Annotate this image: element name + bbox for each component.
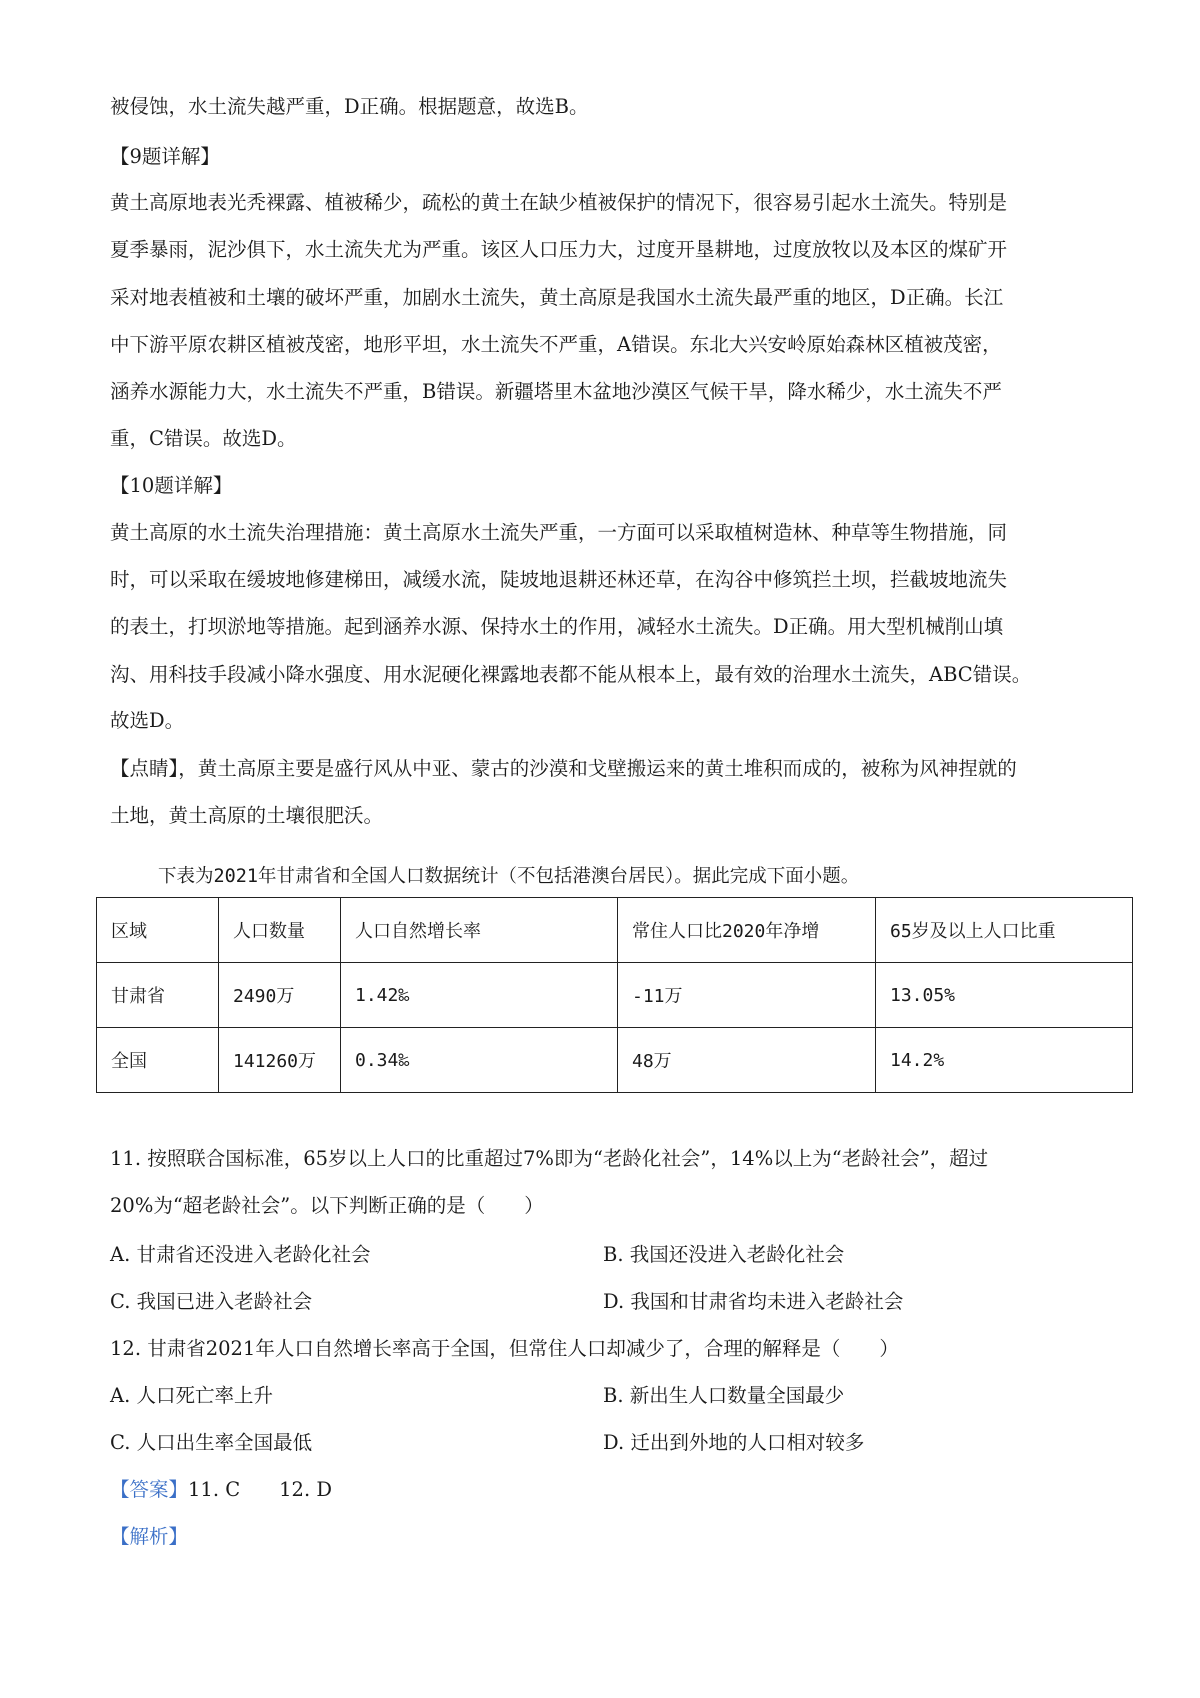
answer-label: 【答案】 [110, 1478, 189, 1501]
q9-line: 黄土高原地表光秃裸露、植被稀少，疏松的黄土在缺少植被保护的情况下，很容易引起水土流失。特别是 [110, 191, 1008, 214]
q11-option-a[interactable]: A. 甘肃省还没进入老龄化社会 [110, 1243, 371, 1266]
q12-option-b[interactable]: B. 新出生人口数量全国最少 [603, 1384, 845, 1407]
q10-line: 的表土，打坝淤地等措施。起到涵养水源、保持水土的作用，减轻水土流失。D正确。用大型机械削山填 [110, 615, 1004, 638]
table-cell: 2490万 [219, 963, 341, 1028]
table-cell: -11万 [618, 963, 876, 1028]
table-cell: 甘肃省 [97, 963, 219, 1028]
q11-stem-line1: 11. 按照联合国标准，65岁以上人口的比重超过7%即为“老龄化社会”，14%以上为“老龄社会”，超过 [110, 1147, 989, 1170]
q9-line: 涵养水源能力大，水土流失不严重，B错误。新疆塔里木盆地沙漠区气候干旱，降水稀少，水土流失不严 [110, 380, 1002, 403]
table-cell: 0.34‰ [341, 1028, 618, 1093]
q10-line: 时，可以采取在缓坡地修建梯田，减缓水流，陡坡地退耕还林还草，在沟谷中修筑拦土坝，拦截坡地流失 [110, 568, 1008, 591]
answer-line [110, 1476, 332, 1504]
analysis-label: 【解析】 [110, 1525, 189, 1548]
q11-option-b[interactable]: B. 我国还没进入老龄化社会 [603, 1243, 845, 1266]
q10-line: 故选D。 [110, 709, 185, 732]
pointing-line: 【点睛】，黄土高原主要是盛行风从中亚、蒙古的沙漠和戈壁搬运来的黄土堆积而成的，被称为风神捏就的 [110, 757, 1017, 780]
q12-option-d[interactable]: D. 迁出到外地的人口相对较多 [603, 1431, 865, 1454]
q10-line: 黄土高原的水土流失治理措施：黄土高原水土流失严重，一方面可以采取植树造林、种草等生物措施，同 [110, 521, 1008, 544]
q11-stem-line2: 20%为“超老龄社会”。以下判断正确的是（ ） [110, 1194, 544, 1217]
table-row [97, 963, 1133, 1028]
table-caption: 下表为2021年甘肃省和全国人口数据统计（不包括港澳台居民）。据此完成下面小题。 [158, 866, 860, 887]
intro-line: 被侵蚀，水土流失越严重，D正确。根据题意，故选B。 [110, 95, 589, 118]
q9-line: 重，C错误。故选D。 [110, 427, 297, 450]
population-table [96, 897, 1133, 1093]
table-header-cell: 人口数量 [219, 898, 341, 963]
table-cell: 141260万 [219, 1028, 341, 1093]
q9-line: 采对地表植被和土壤的破坏严重，加剧水土流失，黄土高原是我国水土流失最严重的地区，D正确。长江 [110, 286, 1004, 309]
q12-stem: 12. 甘肃省2021年人口自然增长率高于全国，但常住人口却减少了，合理的解释是（ ） [110, 1337, 899, 1360]
table-header-row [97, 898, 1133, 963]
table-cell: 48万 [618, 1028, 876, 1093]
table-cell: 1.42‰ [341, 963, 618, 1028]
q10-header: 【10题详解】 [110, 474, 233, 497]
q11-option-d[interactable]: D. 我国和甘肃省均未进入老龄社会 [603, 1290, 904, 1313]
pointing-line: 土地，黄土高原的土壤很肥沃。 [110, 804, 384, 827]
q11-option-c[interactable]: C. 我国已进入老龄社会 [110, 1290, 313, 1313]
q9-header: 【9题详解】 [110, 145, 220, 168]
table-header-cell: 常住人口比2020年净增 [618, 898, 876, 963]
table-cell: 全国 [97, 1028, 219, 1093]
table-cell: 13.05% [876, 963, 1133, 1028]
q12-option-c[interactable]: C. 人口出生率全国最低 [110, 1431, 313, 1454]
table-cell: 14.2% [876, 1028, 1133, 1093]
q9-line: 中下游平原农耕区植被茂密，地形平坦，水土流失不严重，A错误。东北大兴安岭原始森林区植被茂密， [110, 333, 1002, 356]
table-header-cell: 65岁及以上人口比重 [876, 898, 1133, 963]
q10-line: 沟、用科技手段减小降水强度、用水泥硬化裸露地表都不能从根本上，最有效的治理水土流失，ABC错误。 [110, 663, 1032, 686]
q12-option-a[interactable]: A. 人口死亡率上升 [110, 1384, 273, 1407]
table-header-cell: 区域 [97, 898, 219, 963]
table-header-cell: 人口自然增长率 [341, 898, 618, 963]
answer-text: 11. C 12. D [188, 1478, 332, 1501]
table-row [97, 1028, 1133, 1093]
q9-line: 夏季暴雨，泥沙俱下，水土流失尤为严重。该区人口压力大，过度开垦耕地，过度放牧以及本区的煤矿开 [110, 238, 1008, 261]
